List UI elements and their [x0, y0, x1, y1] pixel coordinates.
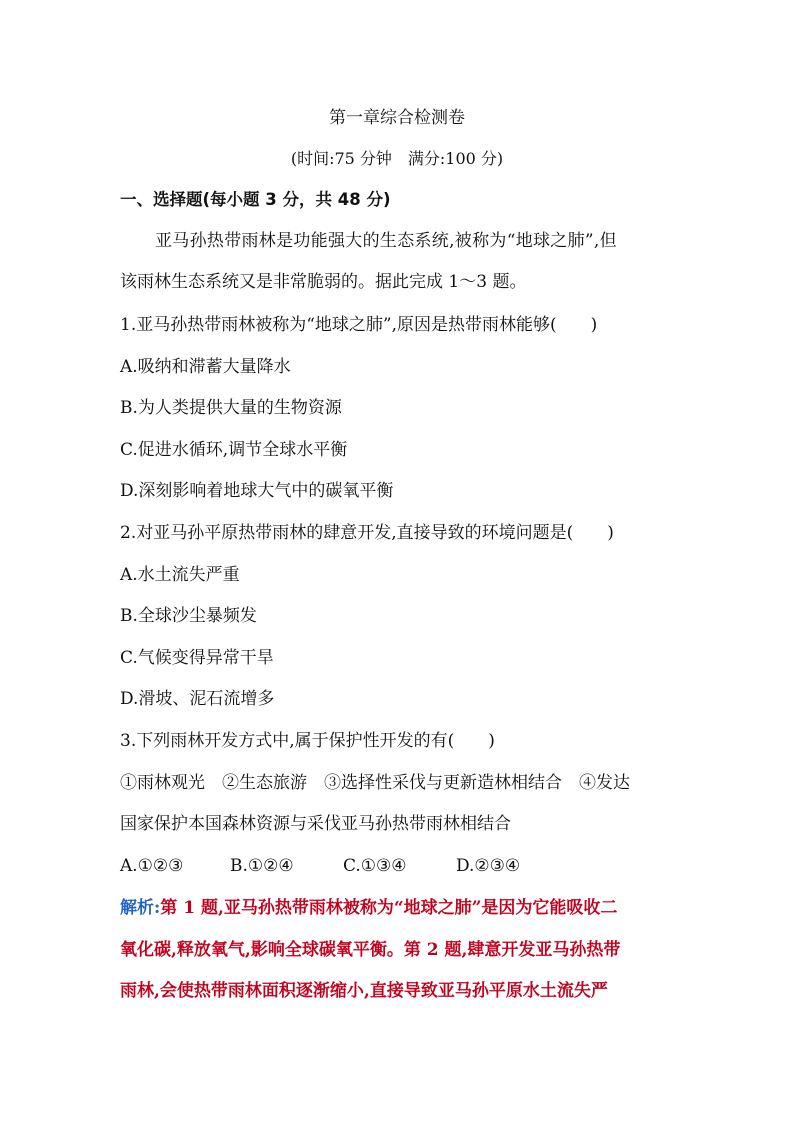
question-3-statement-line-2: 国家保护本国森林资源与采伐亚马孙热带雨林相结合	[120, 814, 511, 834]
question-1-stem: 1.亚马孙热带雨林被称为“地球之肺”,原因是热带雨林能够( )	[120, 315, 598, 335]
analysis-line-3: 雨林,会使热带雨林面积逐渐缩小,直接导致亚马孙平原水土流失严	[120, 981, 608, 1001]
question-1-option-a: A.吸纳和滞蓄大量降水	[120, 357, 291, 377]
question-3-option-a: A.①②③	[120, 856, 184, 876]
question-1-option-d: D.深刻影响着地球大气中的碳氧平衡	[120, 481, 394, 501]
page-title: 第一章综合检测卷	[329, 108, 465, 128]
question-1-option-c: C.促进水循环,调节全球水平衡	[120, 440, 348, 460]
page-subtitle: (时间:75 分钟 满分:100 分)	[290, 149, 504, 168]
question-3-option-b: B.①②④	[230, 856, 294, 876]
question-2-option-c: C.气候变得异常干旱	[120, 648, 274, 668]
question-3-options	[120, 855, 680, 877]
section-heading: 一、选择题(每小题 3 分，共 48 分)	[120, 190, 391, 209]
question-2-option-d: D.滑坡、泥石流增多	[120, 689, 275, 709]
question-3-option-d: D.②③④	[456, 856, 521, 876]
analysis-label: 解析:	[120, 898, 161, 918]
question-3-option-c: C.①③④	[343, 856, 407, 876]
question-2-option-b: B.全球沙尘暴频发	[120, 606, 257, 626]
analysis-text-1: 第 1 题,亚马孙热带雨林被称为“地球之肺”是因为它能吸收二	[160, 898, 618, 918]
analysis-line-1	[120, 897, 680, 919]
passage-line-2: 该雨林生态系统又是非常脆弱的。据此完成 1～3 题。	[120, 272, 527, 292]
analysis-line-2: 氧化碳,释放氧气,影响全球碳氧平衡。第 2 题,肆意开发亚马孙热带	[120, 940, 621, 960]
question-3-stem: 3.下列雨林开发方式中,属于保护性开发的有( )	[120, 731, 495, 751]
question-1-option-b: B.为人类提供大量的生物资源	[120, 398, 342, 418]
passage-line-1: 亚马孙热带雨林是功能强大的生态系统,被称为“地球之肺”,但	[155, 231, 617, 251]
question-2-option-a: A.水土流失严重	[120, 565, 240, 585]
question-2-stem: 2.对亚马孙平原热带雨林的肆意开发,直接导致的环境问题是( )	[120, 523, 614, 543]
question-3-statement-line-1: ①雨林观光 ②生态旅游 ③选择性采伐与更新造林相结合 ④发达	[120, 773, 630, 793]
